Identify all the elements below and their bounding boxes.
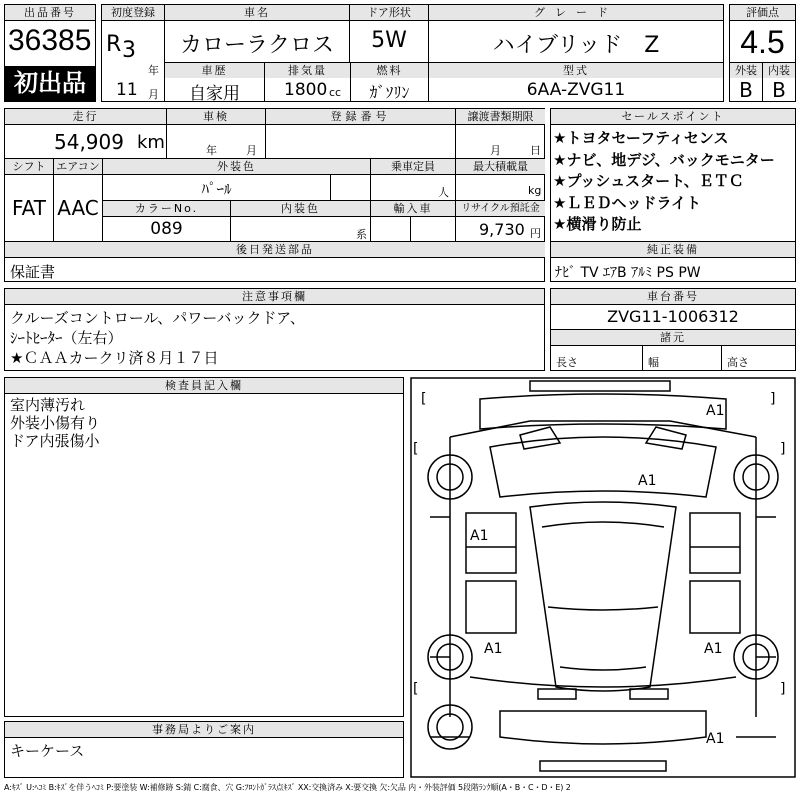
- damage-mark: A1: [470, 528, 489, 544]
- sales-points-label: セールスポイント: [551, 109, 795, 125]
- sales-point-item: ★ＬＥＤヘッドライト: [553, 193, 701, 212]
- mileage: 54,909: [54, 130, 124, 154]
- office-label: 事務局よりご案内: [5, 722, 403, 738]
- damage-mark: A1: [706, 731, 725, 747]
- history-label: 車歴: [165, 63, 264, 78]
- grade-label: グレード: [429, 5, 723, 20]
- plate-label: 登録番号: [266, 109, 455, 124]
- sales-point-item: ★トヨタセーフティセンス: [553, 129, 729, 147]
- ext-color: ﾊﾟｰﾙ: [201, 180, 232, 198]
- inspection-label: 車検: [167, 109, 265, 124]
- car-damage-diagram: [410, 377, 796, 778]
- later-parts: 保証書: [10, 263, 56, 281]
- sales-point-item: ★プッシュスタート、ＥＴＣ: [553, 172, 744, 190]
- first-reg-month: 11: [116, 80, 138, 100]
- grade: ハイブリッド Z: [492, 33, 660, 58]
- car-name-label: 車名: [165, 5, 349, 20]
- spec-height-label: 高さ: [727, 356, 749, 369]
- notes-lines: [10, 308, 305, 368]
- displacement: 1800: [284, 80, 328, 100]
- sales-points-list: [553, 128, 793, 236]
- equipment-label: 純正装備: [551, 242, 795, 258]
- spec-length-label: 長さ: [556, 356, 578, 369]
- color-no-label: カラーNo.: [103, 201, 230, 216]
- office-note: キーケース: [10, 742, 85, 760]
- inspector-lines: [10, 396, 100, 450]
- mileage-label: 走行: [5, 109, 166, 124]
- int-color-unit: 系: [356, 228, 367, 241]
- inspector-line: 外装小傷有り: [10, 414, 101, 432]
- era: R: [106, 32, 122, 57]
- shift-label: シフト: [5, 159, 53, 174]
- door-type: 5W: [371, 28, 407, 53]
- import-label: 輸入車: [371, 201, 455, 216]
- model-label: 型式: [429, 63, 723, 78]
- year-unit: 年: [148, 64, 159, 77]
- inspection-month-unit: 月: [246, 144, 257, 157]
- car-name: カローラクロス: [179, 33, 334, 58]
- inspector-line: 室内薄汚れ: [10, 396, 86, 414]
- svg-text:[: [: [421, 391, 427, 407]
- notes-label: 注意事項欄: [5, 289, 544, 305]
- model: 6AA-ZVG11: [526, 80, 626, 100]
- svg-text:]: ]: [770, 391, 776, 407]
- transfer-month-unit: 月: [490, 144, 501, 157]
- note-line: ★ＣＡＡカークリ済８月１７日: [10, 349, 219, 367]
- shift: FAT: [11, 196, 46, 220]
- color-no: 089: [150, 219, 183, 239]
- interior-label: 内装: [763, 63, 795, 78]
- history: 自家用: [189, 84, 240, 104]
- recycle-fee: 9,730: [479, 220, 525, 239]
- later-parts-label: 後日発送部品: [5, 242, 545, 257]
- inspector-label: 検査員記入欄: [5, 378, 403, 394]
- inspection-year-unit: 年: [206, 144, 217, 157]
- exterior-grade: B: [739, 78, 753, 102]
- exterior-label: 外装: [730, 63, 762, 78]
- load-unit: kg: [528, 184, 542, 197]
- damage-mark: A1: [706, 403, 725, 419]
- door-label: ドア形状: [350, 5, 428, 20]
- sales-point-item: ★ナビ、地デジ、バックモニター: [553, 150, 775, 169]
- displacement-label: 排気量: [265, 63, 350, 78]
- sales-point-item: ★横滑り防止: [553, 215, 642, 233]
- svg-text:[: [: [413, 441, 419, 457]
- transfer-label: 譲渡書類期限: [456, 109, 545, 124]
- legend: A:ｷｽﾞ U:ﾍｺﾐ B:ｷｽﾞを伴うﾍｺﾐ P:要塗装 W:補修跡 S:錆 C:腐食、穴 G:ﾌﾛﾝﾄｶﾞﾗｽ点ｷｽﾞ XX:交換済み X:要交換 欠:欠品 内・外装評価 5段階ﾗﾝｸ順(A・B・C・D・E) 2: [4, 783, 571, 792]
- ac-label: エアコン: [54, 159, 102, 174]
- fuel: ｶﾞｿﾘﾝ: [369, 83, 410, 102]
- fuel-label: 燃料: [351, 63, 428, 78]
- score-label: 評価点: [730, 5, 795, 21]
- displacement-unit: cc: [329, 86, 342, 99]
- capacity-label: 乗車定員: [371, 159, 455, 174]
- month-unit: 月: [148, 88, 159, 101]
- note-line: クルーズコントロール、パワーバックドア、: [10, 309, 305, 327]
- lot-label: 出品番号: [5, 5, 95, 21]
- damage-mark: A1: [484, 641, 503, 657]
- chassis-label: 車台番号: [551, 289, 795, 305]
- ext-color-label: 外装色: [103, 159, 370, 174]
- recycle-unit: 円: [530, 227, 541, 240]
- damage-mark: A1: [704, 641, 723, 657]
- first-reg-year: 3: [122, 38, 136, 63]
- lot-number: 36385: [8, 24, 92, 57]
- ac: AAC: [57, 196, 99, 220]
- recycle-label: リサイクル預託金: [456, 201, 545, 216]
- score: 4.5: [740, 24, 785, 60]
- first-reg-label: 初度登録: [102, 5, 164, 20]
- interior-grade: B: [772, 78, 786, 102]
- int-color-label: 内装色: [231, 201, 370, 216]
- load-label: 最大積載量: [456, 159, 545, 174]
- capacity-unit: 人: [438, 186, 449, 199]
- note-line: ｼｰﾄﾋｰﾀｰ（左右）: [10, 329, 123, 347]
- damage-mark: A1: [638, 473, 657, 489]
- specs-label: 諸元: [551, 330, 795, 346]
- chassis-number: ZVG11-1006312: [607, 307, 739, 326]
- inspector-line: ドア内張傷小: [10, 432, 100, 450]
- spec-width-label: 幅: [648, 356, 659, 369]
- equipment: ﾅﾋﾞ TV ｴｱB ｱﾙﾐ PS PW: [555, 265, 701, 281]
- svg-text:]: ]: [780, 681, 786, 697]
- transfer-day-unit: 日: [530, 144, 541, 157]
- mileage-unit: km: [137, 132, 165, 153]
- svg-text:[: [: [413, 681, 419, 697]
- first-listing-badge: 初出品: [5, 66, 95, 101]
- svg-text:]: ]: [780, 441, 786, 457]
